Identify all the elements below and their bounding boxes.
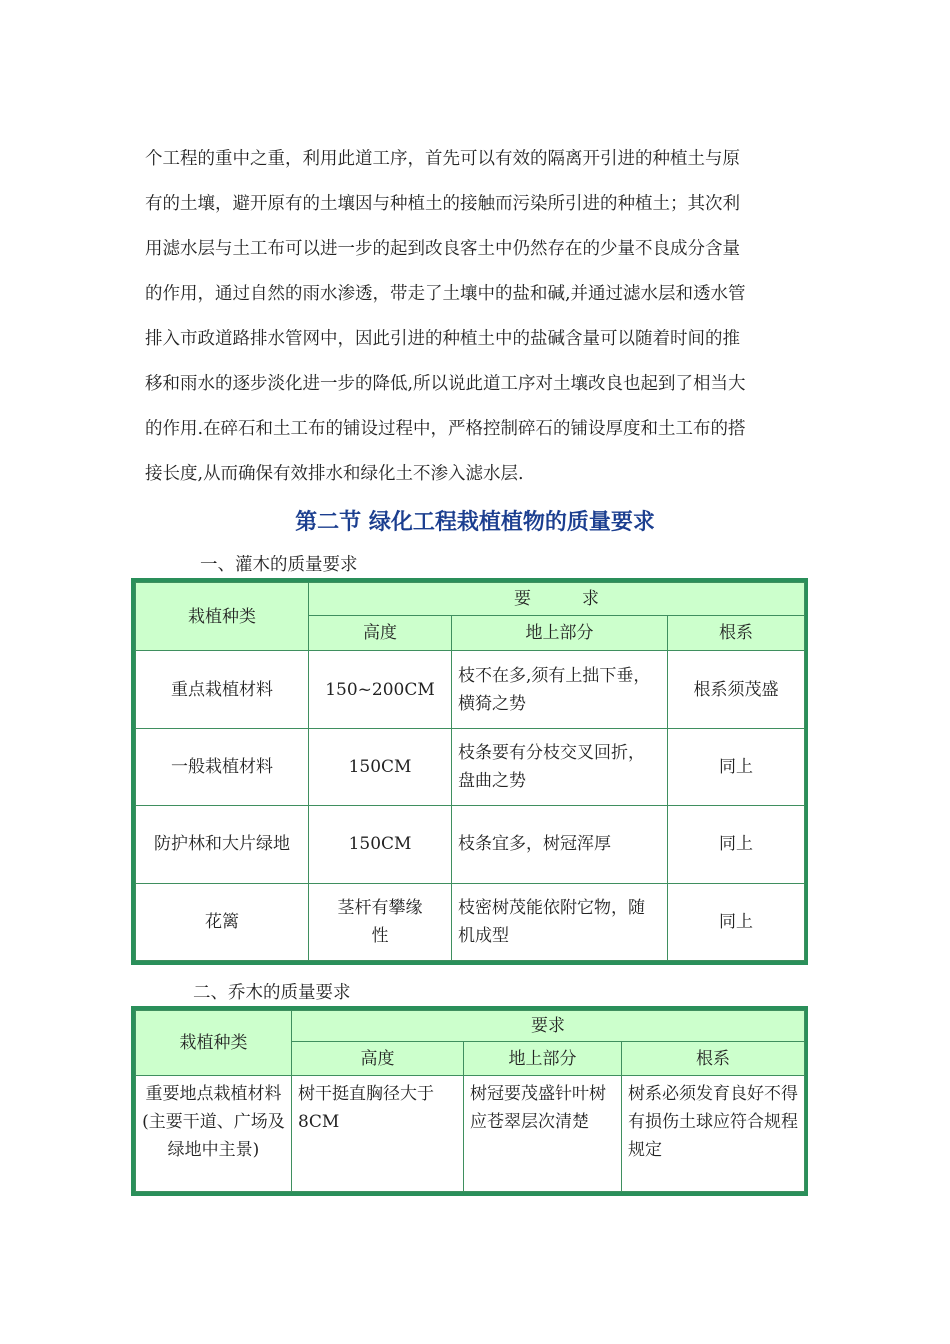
tree-header-kind: 栽植种类	[136, 1011, 292, 1076]
tree-header-requirements: 要求	[292, 1011, 805, 1042]
shrub-header-root: 根系	[668, 616, 805, 651]
cell-root: 同上	[668, 806, 805, 883]
cell-height: 150CM	[309, 728, 452, 805]
cell-root: 树系必须发育良好不得有损伤土球应符合规程规定	[622, 1076, 805, 1192]
intro-line: 有的土壤，避开原有的土壤因与种植土的接触而污染所引进的种植土；其次利	[145, 194, 740, 214]
cell-kind: 重要地点栽植材料(主要干道、广场及绿地中主景)	[136, 1076, 292, 1192]
section-title: 第二节 绿化工程栽植植物的质量要求	[295, 510, 655, 535]
cell-above-ground: 枝条要有分枝交叉回折，盘曲之势	[452, 728, 668, 805]
tree-header-height: 高度	[292, 1042, 464, 1076]
shrub-header-above-ground: 地上部分	[452, 616, 668, 651]
intro-line: 接长度,从而确保有效排水和绿化土不渗入滤水层.	[145, 464, 524, 484]
table-row	[136, 728, 805, 805]
table-row	[136, 806, 805, 883]
shrub-header-kind: 栽植种类	[136, 583, 309, 651]
cell-height: 树干挺直胸径大于8CM	[292, 1076, 464, 1192]
cell-kind: 一般栽植材料	[136, 728, 309, 805]
cell-above-ground: 枝不在多,须有上拙下垂，横猗之势	[452, 651, 668, 728]
cell-above-ground: 枝条宜多，树冠浑厚	[452, 806, 668, 883]
intro-paragraph	[145, 137, 810, 497]
cell-kind: 重点栽植材料	[136, 651, 309, 728]
cell-kind: 花篱	[136, 883, 309, 960]
intro-line: 的作用，通过自然的雨水渗透，带走了土壤中的盐和碱,并通过滤水层和透水管	[145, 284, 746, 304]
shrub-heading: 一、灌木的质量要求	[200, 555, 358, 575]
table-row	[136, 1076, 805, 1192]
tree-heading: 二、乔木的质量要求	[193, 983, 351, 1003]
table-row	[136, 883, 805, 960]
shrub-header-requirements: 要 求	[309, 583, 805, 616]
cell-height: 150~200CM	[309, 651, 452, 728]
cell-root: 同上	[668, 728, 805, 805]
cell-above-ground: 枝密树茂能依附它物，随机成型	[452, 883, 668, 960]
cell-kind: 防护林和大片绿地	[136, 806, 309, 883]
cell-height: 茎杆有攀缘性	[309, 883, 452, 960]
tree-header-above-ground: 地上部分	[464, 1042, 622, 1076]
shrub-header-height: 高度	[309, 616, 452, 651]
cell-height: 150CM	[309, 806, 452, 883]
intro-line: 个工程的重中之重，利用此道工序，首先可以有效的隔离开引进的种植土与原	[145, 149, 740, 169]
shrub-table	[131, 578, 808, 965]
intro-line: 的作用.在碎石和土工布的铺设过程中，严格控制碎石的铺设厚度和土工布的搭	[145, 419, 746, 439]
intro-line: 用滤水层与土工布可以进一步的起到改良客土中仍然存在的少量不良成分含量	[145, 239, 740, 259]
tree-table	[131, 1006, 808, 1196]
cell-above-ground: 树冠要茂盛针叶树应苍翠层次清楚	[464, 1076, 622, 1192]
intro-line: 移和雨水的逐步淡化进一步的降低,所以说此道工序对土壤改良也起到了相当大	[145, 374, 746, 394]
table-row	[136, 651, 805, 728]
intro-line: 排入市政道路排水管网中，因此引进的种植土中的盐碱含量可以随着时间的推	[145, 329, 740, 349]
cell-root: 根系须茂盛	[668, 651, 805, 728]
cell-root: 同上	[668, 883, 805, 960]
tree-header-root: 根系	[622, 1042, 805, 1076]
